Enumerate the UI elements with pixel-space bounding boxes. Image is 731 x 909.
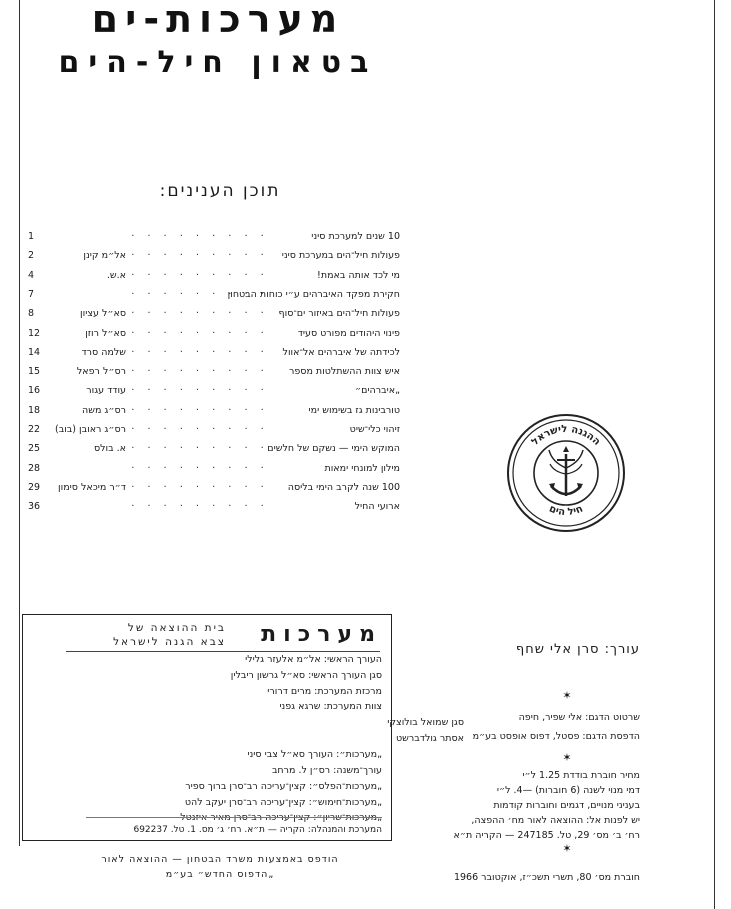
toc-entry bbox=[24, 460, 400, 478]
toc-entry-title: איש צוות ההשתלטות מספר bbox=[288, 366, 400, 378]
toc-entry-leader: ......... bbox=[131, 285, 277, 297]
staff-line: סגן העורך הראשי: סא״ל גרשון ריבלין bbox=[230, 670, 382, 681]
toc-entry-title: לכידתה של איברהים אל־אוול bbox=[282, 346, 400, 358]
toc-entry-author: סא״ל רוזן bbox=[85, 327, 126, 339]
price-line: רח׳ ב׳ מס׳ 29, טל. 247185 — הקריה ת״א bbox=[453, 830, 640, 841]
toc-entry-page: 4 bbox=[28, 269, 35, 281]
toc-entry bbox=[24, 440, 400, 458]
toc-entry-author: עודד עגור bbox=[86, 385, 126, 397]
price-line: יש לפנות אל: ההוצאה לאור מח׳ ההפצה, bbox=[471, 815, 640, 826]
toc-entry-title: 10 שנים למערכת סיני bbox=[311, 231, 400, 242]
star-separator: ✶ bbox=[562, 751, 572, 764]
editor-credit: עורך: סרן אלי שחף bbox=[515, 642, 640, 657]
toc-entry-leader: ......... bbox=[131, 498, 277, 510]
toc-entry-title: מילון למונחי ימאות bbox=[324, 462, 400, 474]
frame-line-right bbox=[714, 0, 715, 909]
toc-entry-title: פעולות חיל־הים באיזור ים־סוף bbox=[278, 308, 400, 320]
toc-entry-page: 8 bbox=[28, 308, 35, 320]
toc-entry-title: חקירת מפקד האיברהים ע״י כוחות הבטחון bbox=[227, 288, 400, 300]
toc-entry-leader: ......... bbox=[131, 478, 277, 490]
printing-credit bbox=[70, 852, 370, 882]
toc-entry bbox=[24, 344, 400, 362]
toc-entry-title: מי לכד אותה באמת! bbox=[317, 269, 400, 281]
toc-entry-leader: ......... bbox=[131, 421, 277, 432]
toc-entry-leader: ......... bbox=[131, 247, 277, 259]
toc-entry-author: ד״ר מיכאל סימון bbox=[58, 481, 126, 493]
star-separator: ✶ bbox=[562, 842, 572, 855]
toc-entry-title: פעולות חיל־הים במערכת סיני bbox=[281, 250, 400, 262]
box-divider-bottom bbox=[86, 817, 382, 818]
publisher-name bbox=[56, 621, 226, 649]
print-credit: הדפסת הדגם: פסטל, דפוס אופסט בע״מ bbox=[472, 731, 640, 742]
toc-entry bbox=[24, 267, 400, 285]
toc-entry-leader: ......... bbox=[131, 266, 277, 278]
emblem-top-text: ההגנה לישראל bbox=[529, 423, 603, 448]
frame-line-left bbox=[19, 0, 20, 846]
toc-entry-leader: ......... bbox=[131, 343, 277, 355]
toc-entry-page: 36 bbox=[28, 501, 41, 513]
staff-line: העורך הראשי: אל״מ אלעזר גלילי bbox=[245, 654, 382, 665]
toc-entry-page: 12 bbox=[28, 327, 41, 339]
svg-text:ההגנה לישראל bbox=[530, 424, 603, 448]
navy-emblem-icon bbox=[505, 412, 627, 534]
toc-entry-page: 25 bbox=[28, 443, 41, 455]
toc-entry-page: 28 bbox=[28, 462, 41, 474]
staff-line: סגן שמואל בולוצקי bbox=[387, 717, 464, 728]
toc-entry-title: זיהוי כלי־שיט bbox=[349, 424, 400, 435]
toc-entry-leader: ......... bbox=[131, 228, 277, 239]
masthead-subtitle: בטאון חיל-הים bbox=[58, 45, 378, 80]
publisher-brand: מערכות bbox=[261, 622, 382, 647]
toc-entry-author: סא״ל עציון bbox=[80, 308, 126, 320]
staff-line: „מערכות־חימוש״: קצין־עריכה רב־סרן יעקב להט bbox=[184, 797, 382, 808]
toc-entry-leader: ......... bbox=[131, 440, 277, 452]
publisher-line-2: צבא הגנה לישראל bbox=[113, 636, 226, 648]
toc-entry-page: 1 bbox=[28, 231, 35, 242]
toc-entry bbox=[24, 325, 400, 343]
toc-entry-leader: ......... bbox=[131, 459, 277, 471]
toc-entry-leader: ......... bbox=[131, 401, 277, 413]
toc-entry bbox=[24, 498, 400, 516]
toc-entry-title: „איברהים״ bbox=[354, 385, 400, 397]
toc-entry bbox=[24, 247, 400, 265]
toc-entry bbox=[24, 228, 400, 246]
toc-entry-leader: ......... bbox=[131, 363, 277, 375]
toc-entry-title: פינוי היהודים מפורט סעיד bbox=[297, 327, 400, 339]
toc-entry bbox=[24, 402, 400, 420]
toc-entry bbox=[24, 305, 400, 323]
toc-entry-page: 7 bbox=[28, 288, 35, 300]
design-credit: שרטוט הדגם: אלי שפיר, חיפה bbox=[518, 712, 640, 723]
price-line: דמי מנוי לשנה (6 חוברות) —4. ל״י bbox=[496, 785, 640, 796]
toc-entry bbox=[24, 286, 400, 304]
publisher-line-1: בית ההוצאה של bbox=[127, 622, 226, 634]
staff-line: אסתר גולדברשט bbox=[396, 733, 464, 744]
printing-credit-line-1: הודפס באמצעות משרד הבטחון — ההוצאה לאור bbox=[101, 854, 339, 865]
toc-entry-title: 100 שנה לקרב הימי בליסה bbox=[287, 481, 400, 493]
toc-entry-author: אל״מ קינן bbox=[83, 250, 126, 262]
toc-entry-page: 2 bbox=[28, 250, 35, 262]
emblem-bottom-text: חיל הים bbox=[547, 503, 585, 519]
issue-info: חוברת מס׳ 80, תשרי תשכ״ז, אוקטובר 1966 bbox=[453, 872, 640, 883]
toc-entry bbox=[24, 363, 400, 381]
price-line: בעניני מנויים, דגמים וחוברות קודמות bbox=[493, 800, 640, 811]
toc-entry-page: 14 bbox=[28, 346, 41, 358]
toc-entry-title: טורבינות גז בשימוש ימי bbox=[308, 404, 400, 416]
toc-entry-page: 16 bbox=[28, 385, 41, 397]
price-line: מחיר חוברת בודדת 1.25 ל״י bbox=[522, 770, 640, 781]
price-info bbox=[400, 768, 640, 843]
toc-entry bbox=[24, 382, 400, 400]
toc-entry-author: רס״ג משה bbox=[82, 404, 126, 416]
staff-line: „מערכות״: העורך סא״ל צבי סיני bbox=[247, 749, 382, 760]
star-separator: ✶ bbox=[562, 689, 572, 702]
toc-entry-author: רס״ג ראובן (בוב) bbox=[55, 424, 126, 435]
staff-line: צוות המערכת: שרגא גפני bbox=[279, 701, 382, 712]
toc-entry-author: רס״ל רפאל bbox=[76, 366, 126, 378]
toc-entry bbox=[24, 421, 400, 439]
admin-address: המערכת והמנהלה: הקריה — ת״א. רח׳ ג׳ מס. 1. טל. 692237 bbox=[133, 825, 382, 835]
toc-entry-page: 29 bbox=[28, 481, 41, 493]
staff-line: מרכזת המערכת: מרים דרורי bbox=[267, 686, 382, 697]
toc-entry bbox=[24, 479, 400, 497]
staff-line: עורך־משנה: רס״ן ל. מרחב bbox=[271, 765, 382, 776]
toc-entry-page: 18 bbox=[28, 404, 41, 416]
toc-entry-leader: ......... bbox=[131, 305, 277, 317]
toc-heading: תוכן הענינים: bbox=[159, 181, 281, 201]
toc-entry-title: המוקש הימי — נשקם של חלשים bbox=[267, 443, 400, 455]
toc-entry-page: 15 bbox=[28, 366, 41, 378]
toc-entry-author: א.ש. bbox=[106, 269, 126, 281]
toc-entry-leader: ......... bbox=[131, 324, 277, 336]
toc-entry-author: שלמה סרד bbox=[81, 346, 126, 358]
staff-line: „מערכות־הפלס״: קצין־עריכה רב־סרן ברוך ספיר bbox=[185, 781, 382, 792]
masthead-title: מערכות-ים bbox=[91, 0, 345, 41]
toc-entry-author: א. בולס bbox=[93, 443, 126, 455]
toc-entry-title: ארועי החיל bbox=[354, 501, 400, 513]
printing-credit-line-2: „הדפוס החדש״ בע״מ bbox=[165, 869, 275, 880]
toc-entry-page: 22 bbox=[28, 424, 41, 435]
toc-entry-leader: ......... bbox=[131, 382, 277, 394]
